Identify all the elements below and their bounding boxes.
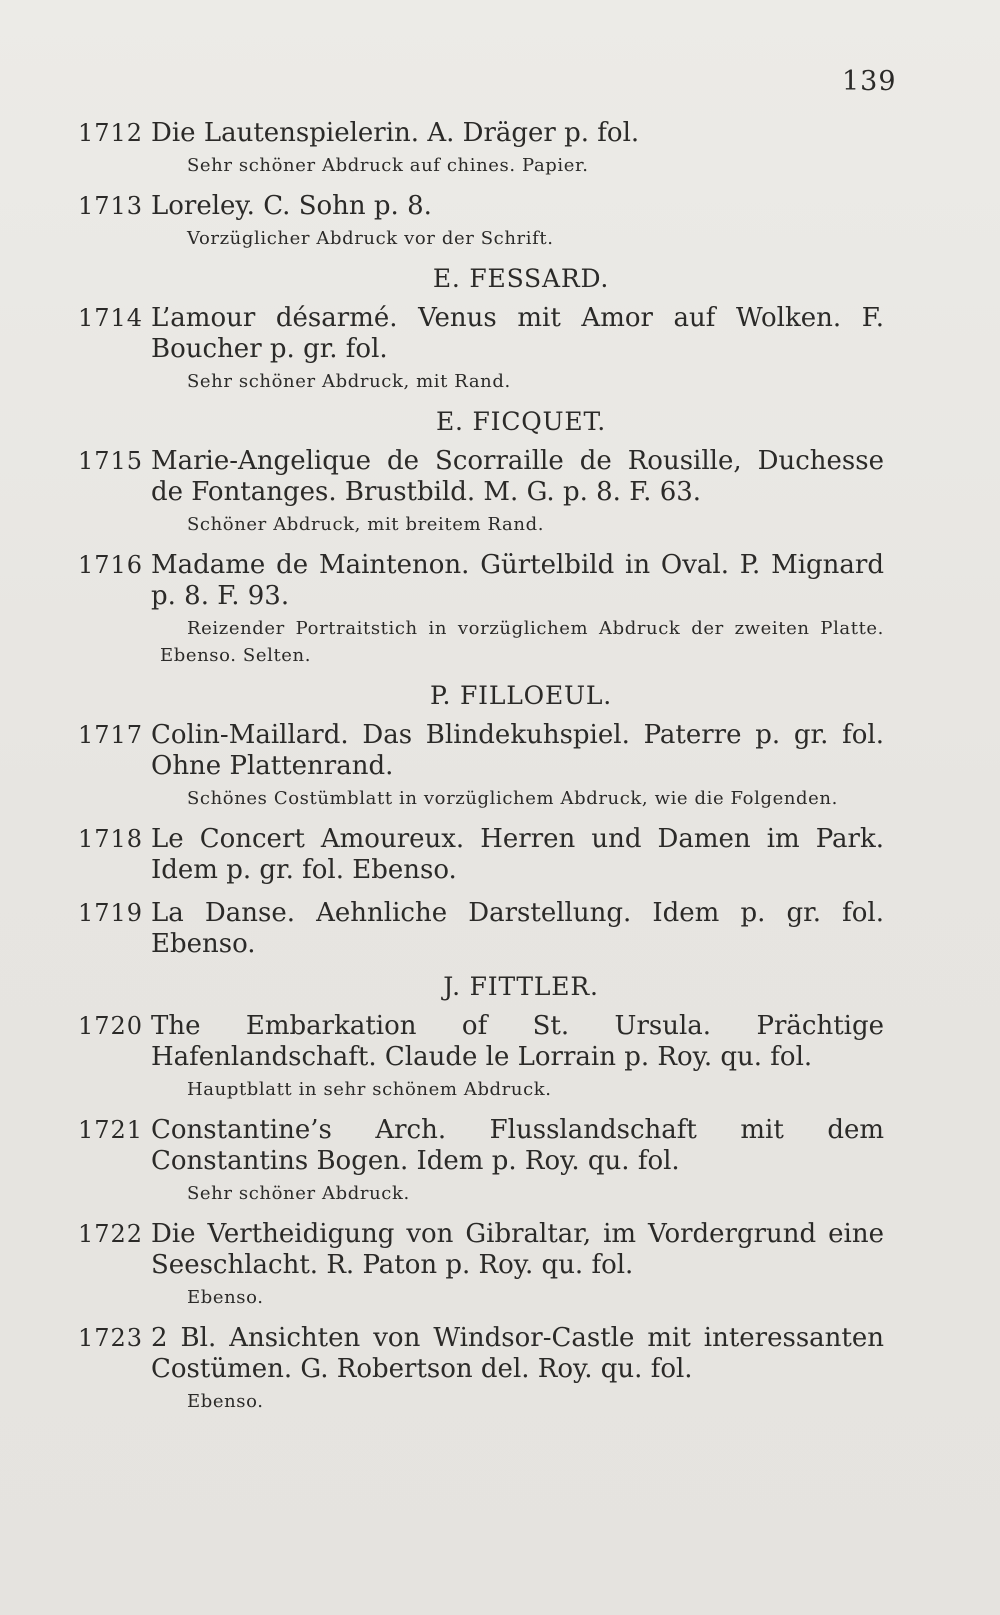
entry-number: 1720 [78,1012,144,1040]
entry-title: The Embarkation of St. Ursula. Prächtige Hafenlandschaft. Claude le Lorrain p. Roy. qu. fol. [151,1011,884,1072]
page-number: 139 [842,66,897,97]
catalog-entry [78,118,884,179]
entry-number: 1721 [78,1116,144,1144]
entry-number: 1716 [78,551,144,579]
entry-title: Die Lautenspielerin. A. Dräger p. fol. [151,118,640,148]
entry-note: Ebenso. [187,1287,264,1308]
entry-note: Sehr schöner Abdruck. [187,1183,410,1204]
catalog-entry [78,898,884,960]
entry-number: 1712 [78,119,144,147]
entry-note: Vorzüglicher Abdruck vor der Schrift. [187,228,554,249]
entry-note: Hauptblatt in sehr schönem Abdruck. [187,1079,552,1100]
catalog-entry [78,1323,884,1415]
entry-note: Schöner Abdruck, mit breitem Rand. [187,514,545,535]
catalog-content [78,118,884,1415]
entry-title: La Danse. Aehnliche Darstellung. Idem p. gr. fol. Ebenso. [151,898,884,959]
entry-note: Sehr schöner Abdruck auf chines. Papier. [187,155,589,176]
entry-title: Loreley. C. Sohn p. 8. [151,191,432,221]
artist-heading: J. FITTLER. [443,972,599,1001]
catalog-entry [78,191,884,252]
catalog-entry [78,303,884,395]
entry-title: L’amour désarmé. Venus mit Amor auf Wolken. F. Boucher p. gr. fol. [151,303,884,364]
entry-title: Constantine’s Arch. Flusslandschaft mit dem Constantins Bogen. Idem p. Roy. qu. fol. [151,1115,884,1176]
entry-note: Sehr schöner Abdruck, mit Rand. [187,371,511,392]
entry-number: 1715 [78,447,144,475]
entry-title: Madame de Maintenon. Gürtelbild in Oval. P. Mignard p. 8. F. 93. [151,550,884,611]
entry-note: Ebenso. [187,1391,264,1412]
entry-number: 1723 [78,1324,144,1352]
entry-note: Reizender Portraitstich in vorzüglichem Abdruck der zweiten Platte. Ebenso. Selten. [160,618,884,666]
entry-number: 1714 [78,304,144,332]
entry-title: Le Concert Amoureux. Herren und Damen im Park. Idem p. gr. fol. Ebenso. [151,824,884,885]
entry-title: 2 Bl. Ansichten von Windsor-Castle mit interessanten Costümen. G. Robertson del. Roy. qu. fol. [151,1323,884,1384]
entry-number: 1713 [78,192,144,220]
catalog-entry [78,446,884,538]
artist-heading: E. FICQUET. [435,407,607,436]
entry-title: Marie-Angelique de Scorraille de Rousille, Duchesse de Fontanges. Brustbild. M. G. p. 8. F. 63. [151,446,884,507]
catalog-entry [78,1219,884,1311]
catalog-entry [78,1115,884,1207]
catalog-entry [78,1011,884,1103]
artist-heading: P. FILLOEUL. [429,681,613,710]
entry-number: 1722 [78,1220,144,1248]
entry-note: Schönes Costümblatt in vorzüglichem Abdruck, wie die Folgenden. [187,788,838,809]
entry-number: 1718 [78,825,144,853]
catalog-entry [78,824,884,886]
entry-title: Colin-Maillard. Das Blindekuhspiel. Paterre p. gr. fol. Ohne Plattenrand. [151,720,884,781]
catalog-entry [78,550,884,669]
catalog-entry [78,720,884,812]
entry-title: Die Vertheidigung von Gibraltar, im Vordergrund eine Seeschlacht. R. Paton p. Roy. qu. fol. [151,1219,884,1280]
entry-number: 1717 [78,721,144,749]
artist-heading: E. FESSARD. [432,264,610,293]
entry-number: 1719 [78,899,144,927]
